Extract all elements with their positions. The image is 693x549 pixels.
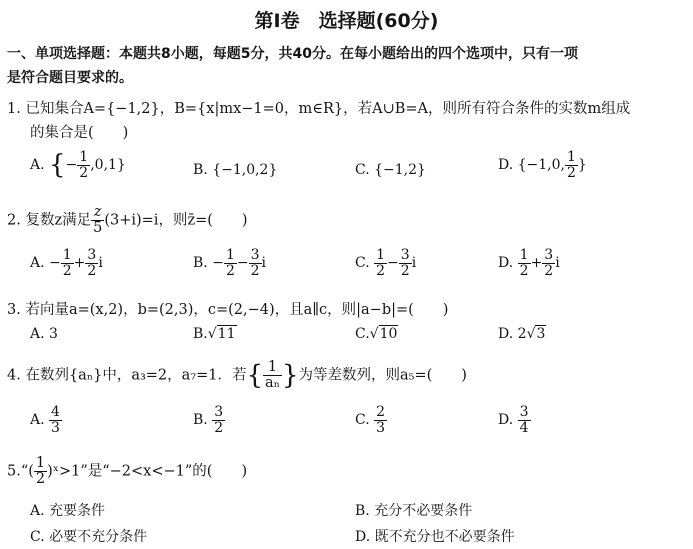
question-text: 已知集合A={−1,2}，B={x|mx−1=0，m∈R}，若A∪B=A，则所有符合条件的实数m组成 — [25, 101, 631, 117]
q2-option-b[interactable]: B. − $\frac{1}{2}$ − $\frac{3}{2}$ i — [193, 247, 266, 279]
section-instructions-line1: 一、单项选择题：本题共8小题，每题5分，共40分。在每小题给出的四个选项中，只有一项 — [7, 46, 578, 62]
question-5-stem: 5.“( $\frac{1}{2}$ )ˣ>1”是“−2<x<−1”的( ) — [7, 455, 248, 488]
question-4-stem: 4. 在数列{aₙ}中，a₃=2，a₇=1．若{ $\frac{1}{\text{aₙ}}$ }为等差数列，则a₅=( ) — [7, 359, 467, 392]
q3-option-b[interactable]: B.√11 — [193, 326, 236, 342]
question-1-stem-line1 — [7, 97, 630, 118]
q5-option-b[interactable]: B. 充分不必要条件 — [355, 503, 473, 519]
fraction: $\frac{1}{2}$ — [35, 455, 46, 488]
q4-option-d[interactable]: D. $\frac{3}{4}$ — [498, 404, 529, 436]
q2-option-d[interactable]: D. $\frac{1}{2}$ + $\frac{3}{2}$ i — [498, 247, 560, 279]
fraction: $\frac{z}{5}$ — [93, 204, 103, 237]
question-2-stem: 2. 复数z满足 $\frac{z}{5}$ (3+i)=i，则z̄=( ) — [7, 204, 248, 237]
q1-option-d[interactable]: D. {−1,0, $\frac{1}{2}$ } — [498, 149, 587, 181]
q1-option-a[interactable]: A. {− $\frac{1}{2}$ ,0,1} — [30, 149, 126, 181]
q2-option-a[interactable]: A. − $\frac{1}{2}$ + $\frac{3}{2}$ i — [30, 247, 103, 279]
page-title: 第Ⅰ卷 选择题(60分) — [254, 10, 439, 32]
q1-option-b[interactable]: B. {−1,0,2} — [193, 162, 278, 178]
q1-option-c[interactable]: C. {−1,2} — [355, 162, 426, 178]
q2-option-c[interactable]: C. $\frac{1}{2}$ − $\frac{3}{2}$ i — [355, 247, 417, 279]
question-number: 1. — [7, 101, 21, 117]
fraction: $\frac{1}{2}$ — [567, 149, 576, 181]
question-3-stem: 3. 若向量a=(x,2)，b=(2,3)，c=(2,−4)，且a∥c，则|a−b|=( ) — [7, 302, 449, 318]
fraction: $\frac{1}{\text{aₙ}}$ — [265, 359, 280, 392]
fraction: $\frac{1}{2}$ — [79, 149, 89, 181]
brace: { — [49, 150, 66, 181]
q4-option-b[interactable]: B. $\frac{3}{2}$ — [193, 404, 224, 436]
q3-option-d[interactable]: D. 2√3 — [498, 326, 546, 342]
section-instructions-line2: 是符合题目要求的。 — [7, 70, 133, 86]
q5-option-a[interactable]: A. 充要条件 — [30, 503, 106, 519]
q5-option-c[interactable]: C. 必要不充分条件 — [30, 529, 148, 545]
q5-option-d[interactable]: D. 既不充分也不必要条件 — [355, 529, 515, 545]
question-1-stem-line2: 的集合是( ) — [30, 125, 129, 141]
q3-option-a[interactable]: A. 3 — [30, 326, 58, 342]
q3-option-c[interactable]: C.√10 — [355, 326, 398, 342]
q4-option-a[interactable]: A. $\frac{4}{3}$ — [30, 404, 60, 436]
q4-option-c[interactable]: C. $\frac{2}{3}$ — [355, 404, 386, 436]
